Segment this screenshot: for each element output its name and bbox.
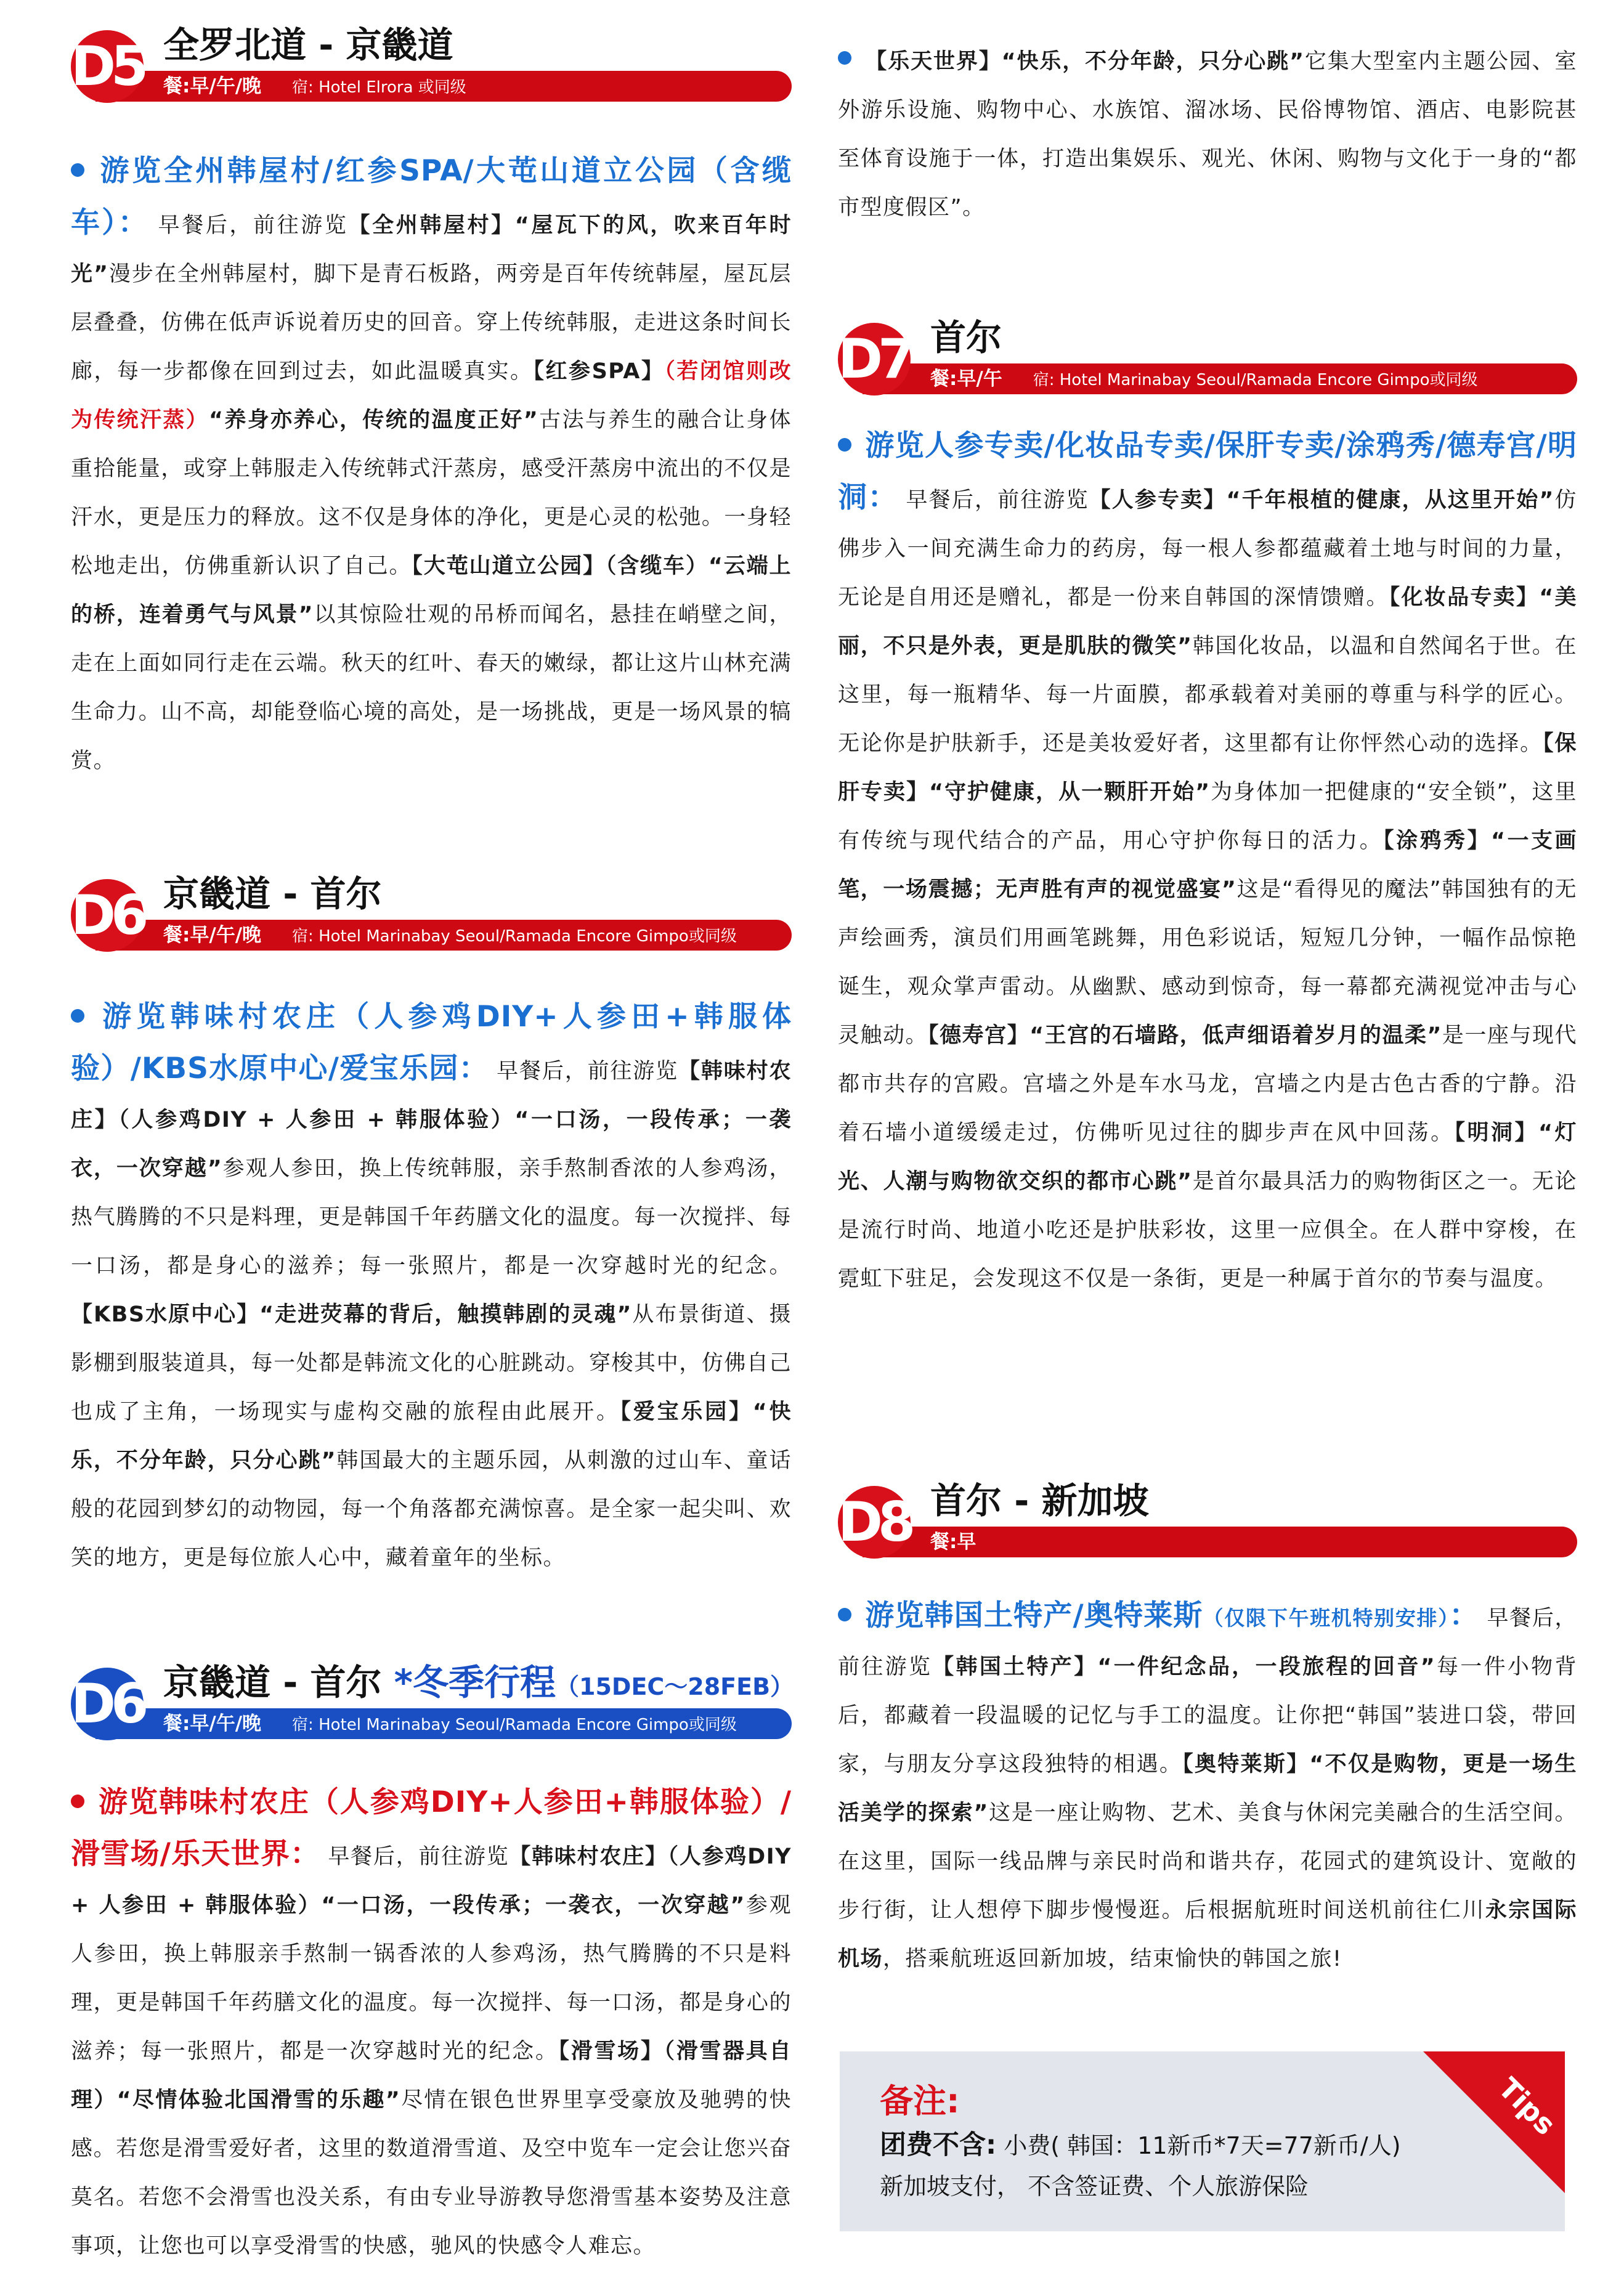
- day6-badge: D6: [71, 879, 144, 952]
- day5-badge: D5: [71, 30, 144, 103]
- remarks-title: 备注:: [880, 2082, 960, 2120]
- day5-text-3: 古法与养生的融合让身体重拾能量，或穿上韩服走入传统韩式汗蒸房，感受汗蒸房中流出的不仅是汗水，更是压力的释放。这不仅是身体的净化，更是心灵的松弛。一身轻松地走出，仿佛重新认识了自己。: [71, 408, 792, 578]
- day7-body: [838, 421, 1577, 1304]
- bullet-icon: [71, 1795, 84, 1808]
- day8-text-1: 早餐后，前往游览: [838, 1606, 1578, 1679]
- day6-winter-bold-2: 【滑雪场】（滑雪器具自理）“尽情体验北国滑雪的乐趣”: [71, 2039, 792, 2112]
- day8-text-2: 每一件小物背后，都藏着一段温暖的记忆与手工的温度。让你把“韩国”装进口袋，带回家，与朋友分享这段独特的相遇。: [838, 1655, 1577, 1777]
- day7-bold-1: 【人参专卖】“千年根植的健康，从这里开始”: [1089, 488, 1554, 513]
- day5-text-4: 以其惊险壮观的吊桥而闻名，悬挂在峭壁之间，走在上面如同行走在云端。秋天的红叶、春天的嫩绿，都让这片山林充满生命力。山不高，却能登临心境的高处，是一场挑战，更是一场风景的犒赏。: [71, 602, 792, 773]
- day6-bold-2: 【KBS水原中心】“走进荧幕的背后，触摸韩剧的灵魂”: [71, 1302, 632, 1327]
- day7-info-bar: [863, 363, 1577, 394]
- day6-title: 京畿道 - 首尔: [163, 873, 382, 915]
- day7-bold-5: 【德寿宫】“王宫的石墙路，低声细语着岁月的温柔”: [928, 1023, 1442, 1048]
- day6-winter-continued: [838, 38, 1577, 232]
- day6-text-3: 从布景街道、摄影棚到服装道具，每一处都是韩流文化的心脏跳动。穿梭其中，仿佛自己也成了主角，一场现实与虚构交融的旅程由此展开。: [71, 1302, 792, 1424]
- excluded-label: 团费不含:: [880, 2130, 997, 2160]
- day6-winter-title: [163, 1659, 794, 1710]
- day6-winter-heading: 游览韩味村农庄（人参鸡DIY+人参田+韩服体验）/滑雪场/乐天世界：: [71, 1785, 792, 1871]
- day7-badge: D7: [838, 323, 911, 396]
- day8-header: [838, 1477, 1577, 1564]
- day7-text-7: 是首尔最具活力的购物街区之一。无论是流行时尚、地道小吃还是护肤彩妆，这里一应俱全。在人群中穿梭，在霓虹下驻足，会发现这不仅是一条街，更是一种属于首尔的节奏与温度。: [838, 1169, 1577, 1291]
- day6-winter-text-1: 早餐后，前往游览: [328, 1844, 510, 1869]
- day8-text-3: 这是一座让购物、艺术、美食与休闲完美融合的生活空间。在这里，国际一线品牌与亲民时尚和谐共存，花园式的建筑设计、宽敞的步行街，让人想停下脚步慢慢逛。后根据航班时间送机前往仁川: [838, 1801, 1577, 1923]
- tips-label: Tips: [1492, 2071, 1562, 2142]
- day6-bold-1: 【韩味村农庄】（人参鸡DIY + 人参田 + 韩服体验）“一口汤，一段传承；一袭衣，一次穿越”: [71, 1059, 792, 1181]
- day6-text-2: 参观人参田，换上传统韩服，亲手熬制香浓的人参鸡汤，热气腾腾的不只是料理，更是韩国千年药膳文化的温度。每一次搅拌、每一口汤，都是身心的滋养；每一张照片，都是一次穿越时光的纪念。: [71, 1156, 792, 1278]
- day6-winter-header: [71, 1659, 792, 1745]
- day6-winter-meals: 餐:早/午/晚: [163, 1713, 262, 1735]
- bullet-icon: [838, 51, 851, 65]
- day6-winter-info-bar: [95, 1708, 792, 1739]
- day6-body: [71, 992, 792, 1583]
- day5-header: [71, 22, 792, 108]
- day5-note: （若闭馆则改为传统汗蒸）: [71, 359, 792, 432]
- day6-hotel: 宿: Hotel Marinabay Seoul/Ramada Encore Gimpo或同级: [292, 927, 737, 946]
- day5-hotel: 宿: Hotel Elrora 或同级: [292, 78, 466, 97]
- day7-header: [838, 314, 1577, 400]
- day5-bold-2: 【红参SPA】: [533, 359, 665, 384]
- day8-heading: 游览韩国土特产/奥特莱斯: [865, 1599, 1203, 1633]
- day7-title: 首尔: [930, 317, 1002, 359]
- day8-bold-1: 【韩国土特产】“一件纪念品，一段旅程的回音”: [932, 1655, 1436, 1679]
- day8-bold-2: 【奥特莱斯】“不仅是购物，更是一场生活美学的探索”: [838, 1752, 1577, 1825]
- day6-winter-text-2: 参观人参田，换上韩服亲手熬制一锅香浓的人参鸡汤，热气腾腾的不只是料理，更是韩国千年药膳文化的温度。每一次搅拌、每一口汤，都是身心的滋养；每一张照片，都是一次穿越时光的纪念。: [71, 1893, 792, 2064]
- day7-bold-4: 【涂鸦秀】“一支画笔，一场震撼；无声胜有声的视觉盛宴”: [838, 829, 1577, 902]
- right-column: [838, 0, 1577, 2296]
- day6-meals: 餐:早/午/晚: [163, 924, 262, 946]
- day8-info-bar: [863, 1527, 1577, 1557]
- day8-heading-note: （仅限下午班机特别安排）: [1203, 1606, 1450, 1630]
- day7-bold-6: 【明洞】“灯光、人潮与购物欲交织的都市心跳”: [838, 1121, 1577, 1194]
- day6-winter-title-text: 京畿道 - 首尔: [163, 1661, 382, 1703]
- day5-info-bar: [95, 71, 792, 102]
- remarks-line-1: [880, 2124, 1401, 2162]
- day6-winter-hotel: 宿: Hotel Marinabay Seoul/Ramada Encore Gimpo或同级: [292, 1716, 737, 1734]
- day7-meals: 餐:早/午: [930, 368, 1002, 390]
- day5-body: [71, 147, 792, 785]
- bullet-icon: [71, 1009, 84, 1023]
- bullet-icon: [838, 438, 851, 452]
- left-column: [71, 0, 792, 2296]
- day5-title: 全罗北道 - 京畿道: [163, 24, 453, 66]
- day7-text-3: 韩国化妆品，以温和自然闻名于世。在这里，每一瓶精华、每一片面膜，都承载着对美丽的尊重与科学的匠心。无论你是护肤新手，还是美妆爱好者，这里都有让你怦然心动的选择。: [838, 634, 1577, 756]
- day5-bold-3: “养身亦养心，传统的温度正好”: [209, 408, 539, 432]
- winter-daterange: （15DEC～28FEB）: [556, 1673, 794, 1700]
- day7-text-2: 仿佛步入一间充满生命力的药房，每一根人参都蕴藏着土地与时间的力量，无论是自用还是赠礼，都是一份来自韩国的深情馈赠。: [838, 488, 1577, 610]
- day6-text-4: 韩国最大的主题乐园，从刺激的过山车、童话般的花园到梦幻的动物园，每一个角落都充满惊喜。是全家一起尖叫、欢笑的地方，更是每位旅人心中，藏着童年的坐标。: [71, 1448, 792, 1570]
- day8-bold-3: 永宗国际机场: [838, 1898, 1577, 1971]
- day6-heading: 游览韩味村农庄（人参鸡DIY+人参田+韩服体验）/KBS水原中心/爱宝乐园：: [71, 1000, 792, 1085]
- bullet-icon: [71, 163, 84, 177]
- day7-heading: 游览人参专卖/化妆品专卖/保肝专卖/涂鸦秀/德寿宫/明洞：: [838, 429, 1577, 514]
- day7-hotel: 宿: Hotel Marinabay Seoul/Ramada Encore Gimpo或同级: [1033, 371, 1478, 389]
- day8-text-4: ，搭乘航班返回新加坡，结束愉快的韩国之旅!: [883, 1947, 1342, 1971]
- day6-winter-body: [71, 1778, 792, 2271]
- day6-text-1: 早餐后，前往游览: [497, 1059, 679, 1084]
- day6-winter-bold-3: 【乐天世界】“快乐，不分年龄，只分心跳”: [865, 49, 1305, 74]
- day6-header: [71, 870, 792, 957]
- day5-text-1: 早餐后，前往游览: [158, 213, 349, 238]
- day7-text-5: 这是“看得见的魔法”韩国独有的无声绘画秀，演员们用画笔跳舞，用色彩说话，短短几分钟，一幅作品惊艳诞生，观众掌声雷动。从幽默、感动到惊奇，每一幕都充满视觉冲击与心灵触动。: [838, 877, 1577, 1048]
- day7-bold-2: 【化妆品专卖】“美丽，不只是外表，更是肌肤的微笑”: [838, 585, 1577, 659]
- day5-text-2: 漫步在全州韩屋村，脚下是青石板路，两旁是百年传统韩屋，屋瓦层层叠叠，仿佛在低声诉说着历史的回音。穿上传统韩服，走进这条时间长廊，每一步都像在回到过去，如此温暖真实。: [71, 262, 792, 384]
- day6-winter-text-4: 它集大型室内主题公园、室外游乐设施、购物中心、水族馆、溜冰场、民俗博物馆、酒店、电影院甚至体育设施于一体，打造出集娱乐、观光、休闲、购物与文化于一身的“都市型度假区”。: [838, 49, 1577, 220]
- winter-label: *冬季行程: [394, 1661, 556, 1703]
- day6-winter-bold-1: 【韩味村农庄】（人参鸡DIY + 人参田 + 韩服体验）“一口汤，一段传承；一袭衣，一次穿越”: [71, 1844, 792, 1918]
- day6-winter-badge: D6: [71, 1668, 144, 1740]
- day7-text-4: 为身体加一把健康的“安全锁”，这里有传统与现代结合的产品，用心守护你每日的活力。: [838, 780, 1577, 853]
- day8-title: 首尔 - 新加坡: [930, 1480, 1149, 1522]
- day7-text-6: 是一座与现代都市共存的宫殿。宫墙之外是车水马龙，宫墙之内是古色古香的宁静。沿着石墙小道缓缓走过，仿佛听见过往的脚步声在风中回荡。: [838, 1023, 1577, 1145]
- day5-meals: 餐:早/午/晚: [163, 75, 262, 97]
- bullet-icon: [838, 1608, 851, 1621]
- day6-bold-3: 【爱宝乐园】“快乐，不分年龄，只分心跳”: [71, 1400, 792, 1473]
- day8-heading-colon: ：: [1449, 1599, 1479, 1633]
- day5-bold-1: 【全州韩屋村】“屋瓦下的风，吹来百年时光”: [71, 213, 792, 286]
- day5-heading: 游览全州韩屋村/红参SPA/大芚山道立公园（含缆车）：: [71, 154, 792, 240]
- day8-meals: 餐:早: [930, 1531, 977, 1553]
- day6-winter-text-3: 尽情在银色世界里享受豪放及驰骋的快感。若您是滑雪爱好者，这里的数道滑雪道、及空中览车一定会让您兴奋莫名。若您不会滑雪也没关系，有由专业导游教导您滑雪基本姿势及注意事项，让您也可以享受滑雪的快感，驰风的快感令人难忘。: [71, 2088, 792, 2258]
- tips-box: [840, 2051, 1565, 2231]
- day6-info-bar: [95, 920, 792, 951]
- day8-body: [838, 1591, 1577, 1984]
- day7-bold-3: 【保肝专卖】“守护健康，从一颗肝开始”: [838, 731, 1577, 805]
- day8-badge: D8: [838, 1486, 911, 1559]
- excluded-tips: 小费( 韩国：11新币*7天=77新币/人): [996, 2132, 1401, 2159]
- day7-text-1: 早餐后，前往游览: [906, 488, 1089, 513]
- day5-bold-4: 【大芚山道立公园】（含缆车）“云端上的桥，连着勇气与风景”: [71, 554, 792, 627]
- remarks-line-2: 新加坡支付， 不含签证费、个人旅游保险: [880, 2173, 1309, 2200]
